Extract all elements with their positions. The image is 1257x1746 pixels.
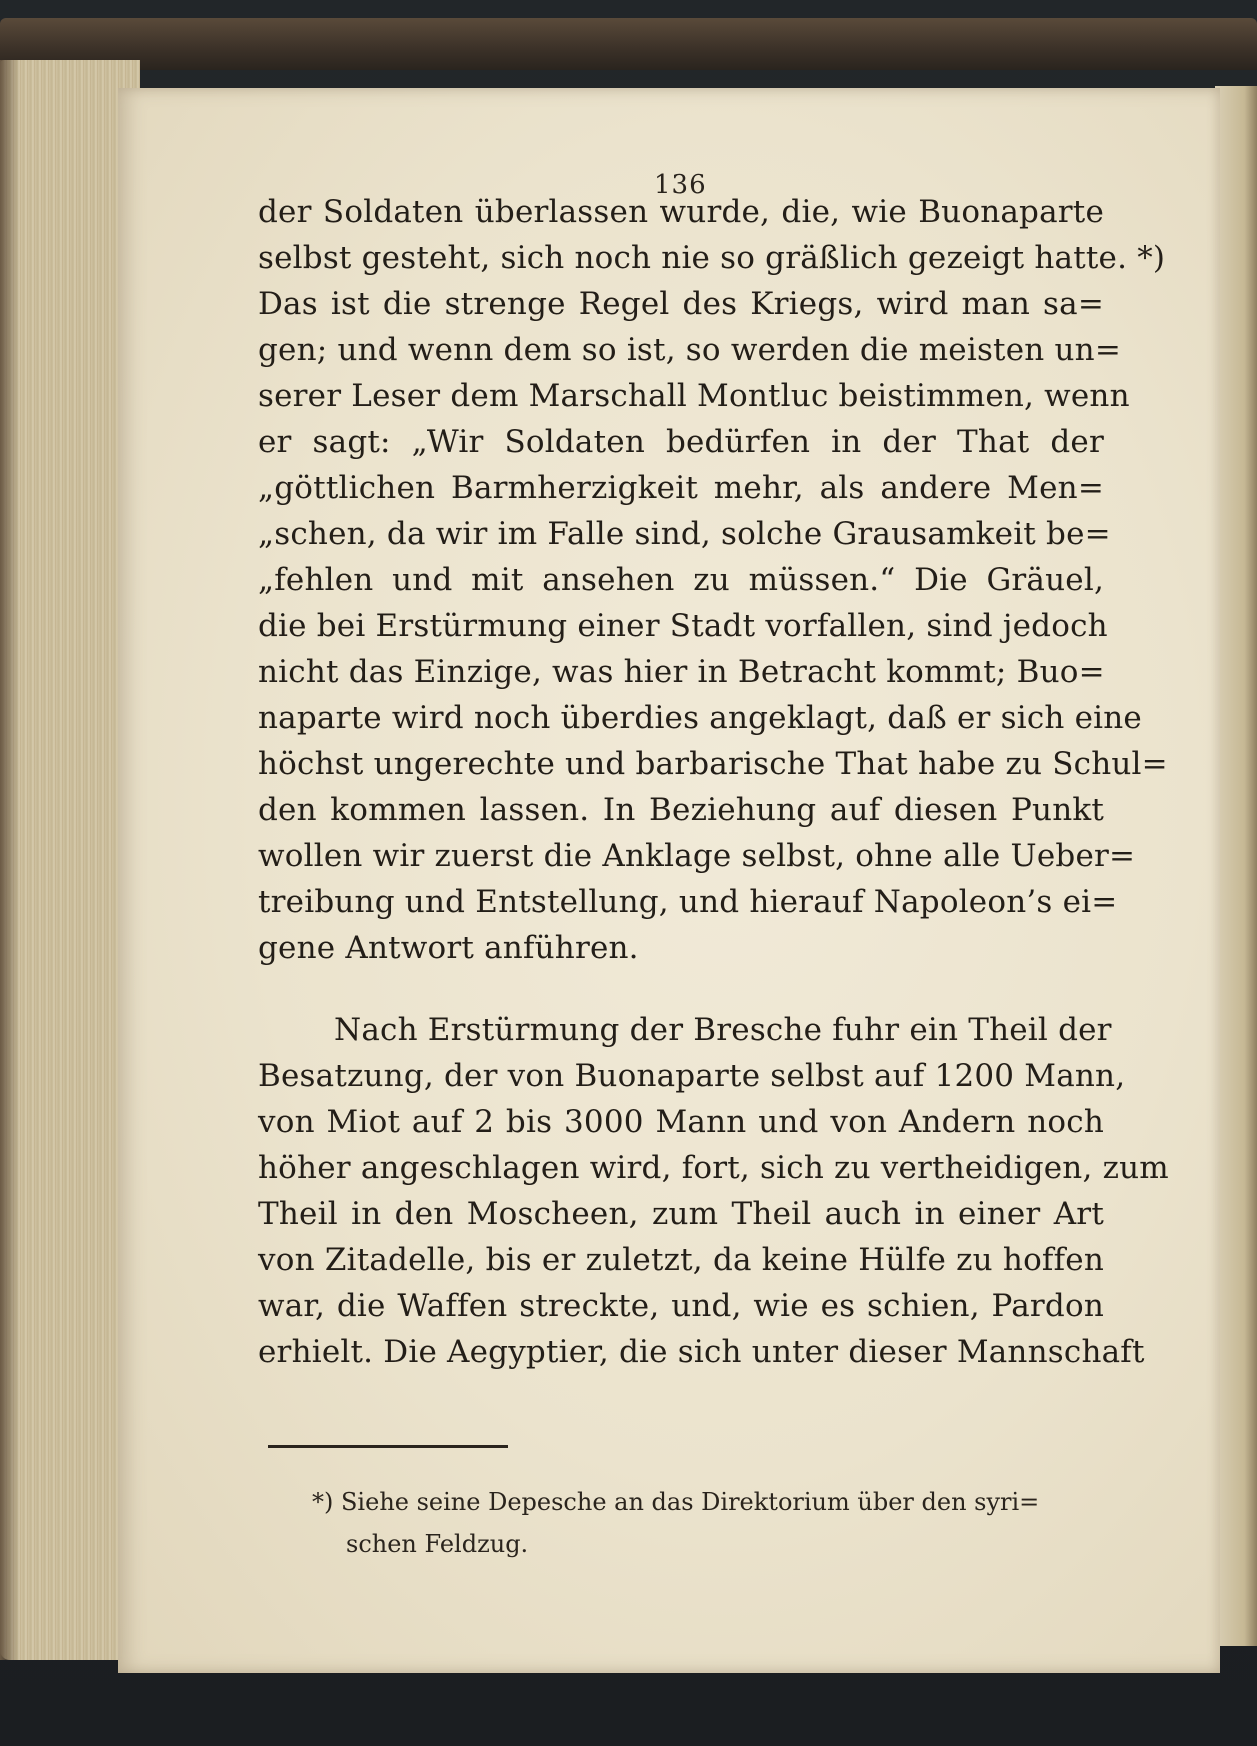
paragraph-2-line-1: Nach Erstürmung der Bresche fuhr ein Theil der [334, 1012, 1112, 1048]
text-line-7: „göttlichen Barmherzigkeit mehr, als andere Men= [258, 470, 1104, 506]
text-line-11: nicht das Einzige, was hier in Betracht kommt; Buo= [258, 654, 1105, 690]
text-line-3: Das ist die strenge Regel des Kriegs, wird man sa= [258, 286, 1104, 322]
text-line-16: treibung und Entstellung, und hierauf Napoleon’s ei= [258, 884, 1118, 920]
text-line-17: gene Antwort anführen. [258, 930, 639, 966]
paragraph-2-line-5: Theil in den Moscheen, zum Theil auch in einer Art [258, 1196, 1104, 1232]
paragraph-2-line-6: von Zitadelle, bis er zuletzt, da keine Hülfe zu hoffen [258, 1242, 1104, 1278]
text-line-4: gen; und wenn dem so ist, so werden die meisten un= [258, 332, 1121, 368]
paragraph-2-line-7: war, die Waffen streckte, und, wie es schien, Pardon [258, 1288, 1104, 1324]
text-line-8: „schen, da wir im Falle sind, solche Grausamkeit be= [258, 516, 1111, 552]
text-line-6: er sagt: „Wir Soldaten bedürfen in der That der [258, 424, 1104, 460]
text-line-5: serer Leser dem Marschall Montluc beistimmen, wenn [258, 378, 1130, 414]
text-line-2: selbst gesteht, sich noch nie so gräßlich gezeigt hatte. *) [258, 240, 1166, 276]
text-line-9: „fehlen und mit ansehen zu müssen.“ Die Gräuel, [258, 562, 1104, 598]
footnote-line-2: schen Feldzug. [346, 1530, 529, 1558]
book-cover-edge [0, 18, 1257, 70]
text-line-12: naparte wird noch überdies angeklagt, daß er sich eine [258, 700, 1142, 736]
text-line-13: höchst ungerechte und barbarische That habe zu Schul= [258, 746, 1168, 782]
text-line-14: den kommen lassen. In Beziehung auf diesen Punkt [258, 792, 1104, 828]
footnote-line-1: *) Siehe seine Depesche an das Direktorium über den syri= [312, 1488, 1040, 1516]
paragraph-2-line-3: von Miot auf 2 bis 3000 Mann und von Andern noch [258, 1104, 1104, 1140]
paragraph-2-line-2: Besatzung, der von Buonaparte selbst auf 1200 Mann, [258, 1058, 1126, 1094]
paragraph-2-line-8: erhielt. Die Aegyptier, die sich unter dieser Mannschaft [258, 1334, 1145, 1370]
text-line-1: der Soldaten überlassen wurde, die, wie Buonaparte [258, 194, 1104, 230]
opposite-page-edge [1215, 86, 1257, 1646]
paragraph-2-line-4: höher angeschlagen wird, fort, sich zu vertheidigen, zum [258, 1150, 1169, 1186]
text-line-10: die bei Erstürmung einer Stadt vorfallen, sind jedoch [258, 608, 1108, 644]
text-line-15: wollen wir zuerst die Anklage selbst, ohne alle Ueber= [258, 838, 1136, 874]
footnote-rule [268, 1445, 508, 1448]
page-number: 136 [654, 170, 707, 200]
page-stack-shadow [0, 60, 20, 1660]
